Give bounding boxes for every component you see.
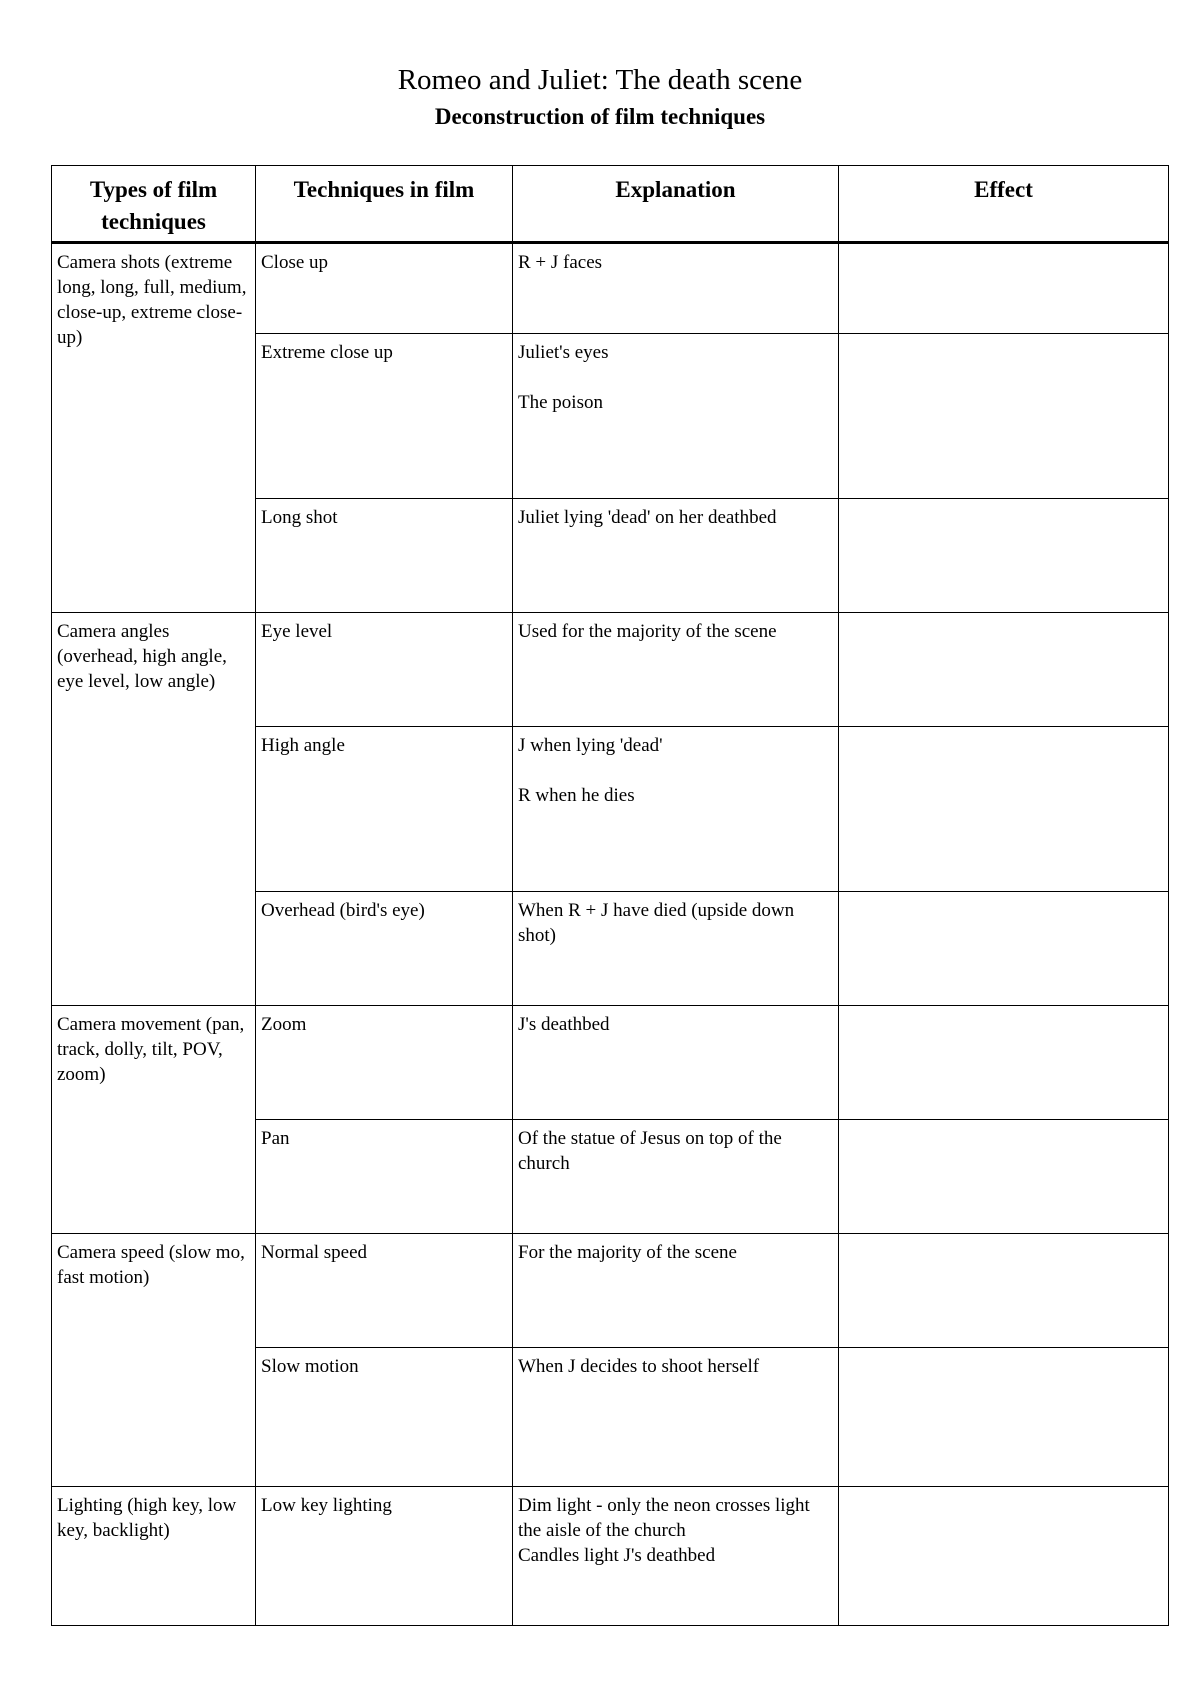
technique-cell: Pan <box>256 1120 513 1234</box>
type-cell-camera-speed: Camera speed (slow mo, fast motion) <box>52 1234 256 1487</box>
effect-cell[interactable] <box>839 243 1169 334</box>
effect-cell[interactable] <box>839 1006 1169 1120</box>
technique-cell: Slow motion <box>256 1348 513 1487</box>
film-techniques-table <box>51 165 1169 1626</box>
effect-cell[interactable] <box>839 1120 1169 1234</box>
header-types: Types of film techniques <box>52 166 256 243</box>
effect-cell[interactable] <box>839 727 1169 892</box>
explanation-cell: J when lying 'dead' R when he dies <box>513 727 839 892</box>
header-techniques: Techniques in film <box>256 166 513 243</box>
table-header-row <box>52 166 1169 243</box>
explanation-cell: For the majority of the scene <box>513 1234 839 1348</box>
effect-cell[interactable] <box>839 334 1169 499</box>
technique-cell: Close up <box>256 243 513 334</box>
effect-cell[interactable] <box>839 613 1169 727</box>
header-explanation: Explanation <box>513 166 839 243</box>
explanation-cell: When J decides to shoot herself <box>513 1348 839 1487</box>
page-subtitle: Deconstruction of film techniques <box>434 104 766 129</box>
technique-cell: Extreme close up <box>256 334 513 499</box>
explanation-cell: Used for the majority of the scene <box>513 613 839 727</box>
technique-cell: Normal speed <box>256 1234 513 1348</box>
effect-cell[interactable] <box>839 499 1169 613</box>
type-cell-camera-movement: Camera movement (pan, track, dolly, tilt, POV, zoom) <box>52 1006 256 1234</box>
effect-cell[interactable] <box>839 1487 1169 1626</box>
type-cell-camera-shots: Camera shots (extreme long, long, full, medium, close-up, extreme close-up) <box>52 243 256 613</box>
explanation-cell: Juliet lying 'dead' on her deathbed <box>513 499 839 613</box>
technique-cell: Zoom <box>256 1006 513 1120</box>
explanation-cell: J's deathbed <box>513 1006 839 1120</box>
explanation-cell: When R + J have died (upside down shot) <box>513 892 839 1006</box>
table-row <box>52 243 1169 334</box>
page-title: Romeo and Juliet: The death scene <box>397 64 803 96</box>
header-effect: Effect <box>839 166 1169 243</box>
technique-cell: Eye level <box>256 613 513 727</box>
type-cell-lighting: Lighting (high key, low key, backlight) <box>52 1487 256 1626</box>
type-cell-camera-angles: Camera angles (overhead, high angle, eye level, low angle) <box>52 613 256 1006</box>
effect-cell[interactable] <box>839 892 1169 1006</box>
table-row <box>52 1234 1169 1348</box>
effect-cell[interactable] <box>839 1348 1169 1487</box>
technique-cell: High angle <box>256 727 513 892</box>
technique-cell: Overhead (bird's eye) <box>256 892 513 1006</box>
table-row <box>52 1487 1169 1626</box>
technique-cell: Low key lighting <box>256 1487 513 1626</box>
explanation-cell: Dim light - only the neon crosses light the aisle of the church Candles light J's deathbed <box>513 1487 839 1626</box>
explanation-cell: Of the statue of Jesus on top of the church <box>513 1120 839 1234</box>
table-row <box>52 613 1169 727</box>
explanation-cell: R + J faces <box>513 243 839 334</box>
effect-cell[interactable] <box>839 1234 1169 1348</box>
technique-cell: Long shot <box>256 499 513 613</box>
explanation-cell: Juliet's eyes The poison <box>513 334 839 499</box>
table-row <box>52 1006 1169 1120</box>
